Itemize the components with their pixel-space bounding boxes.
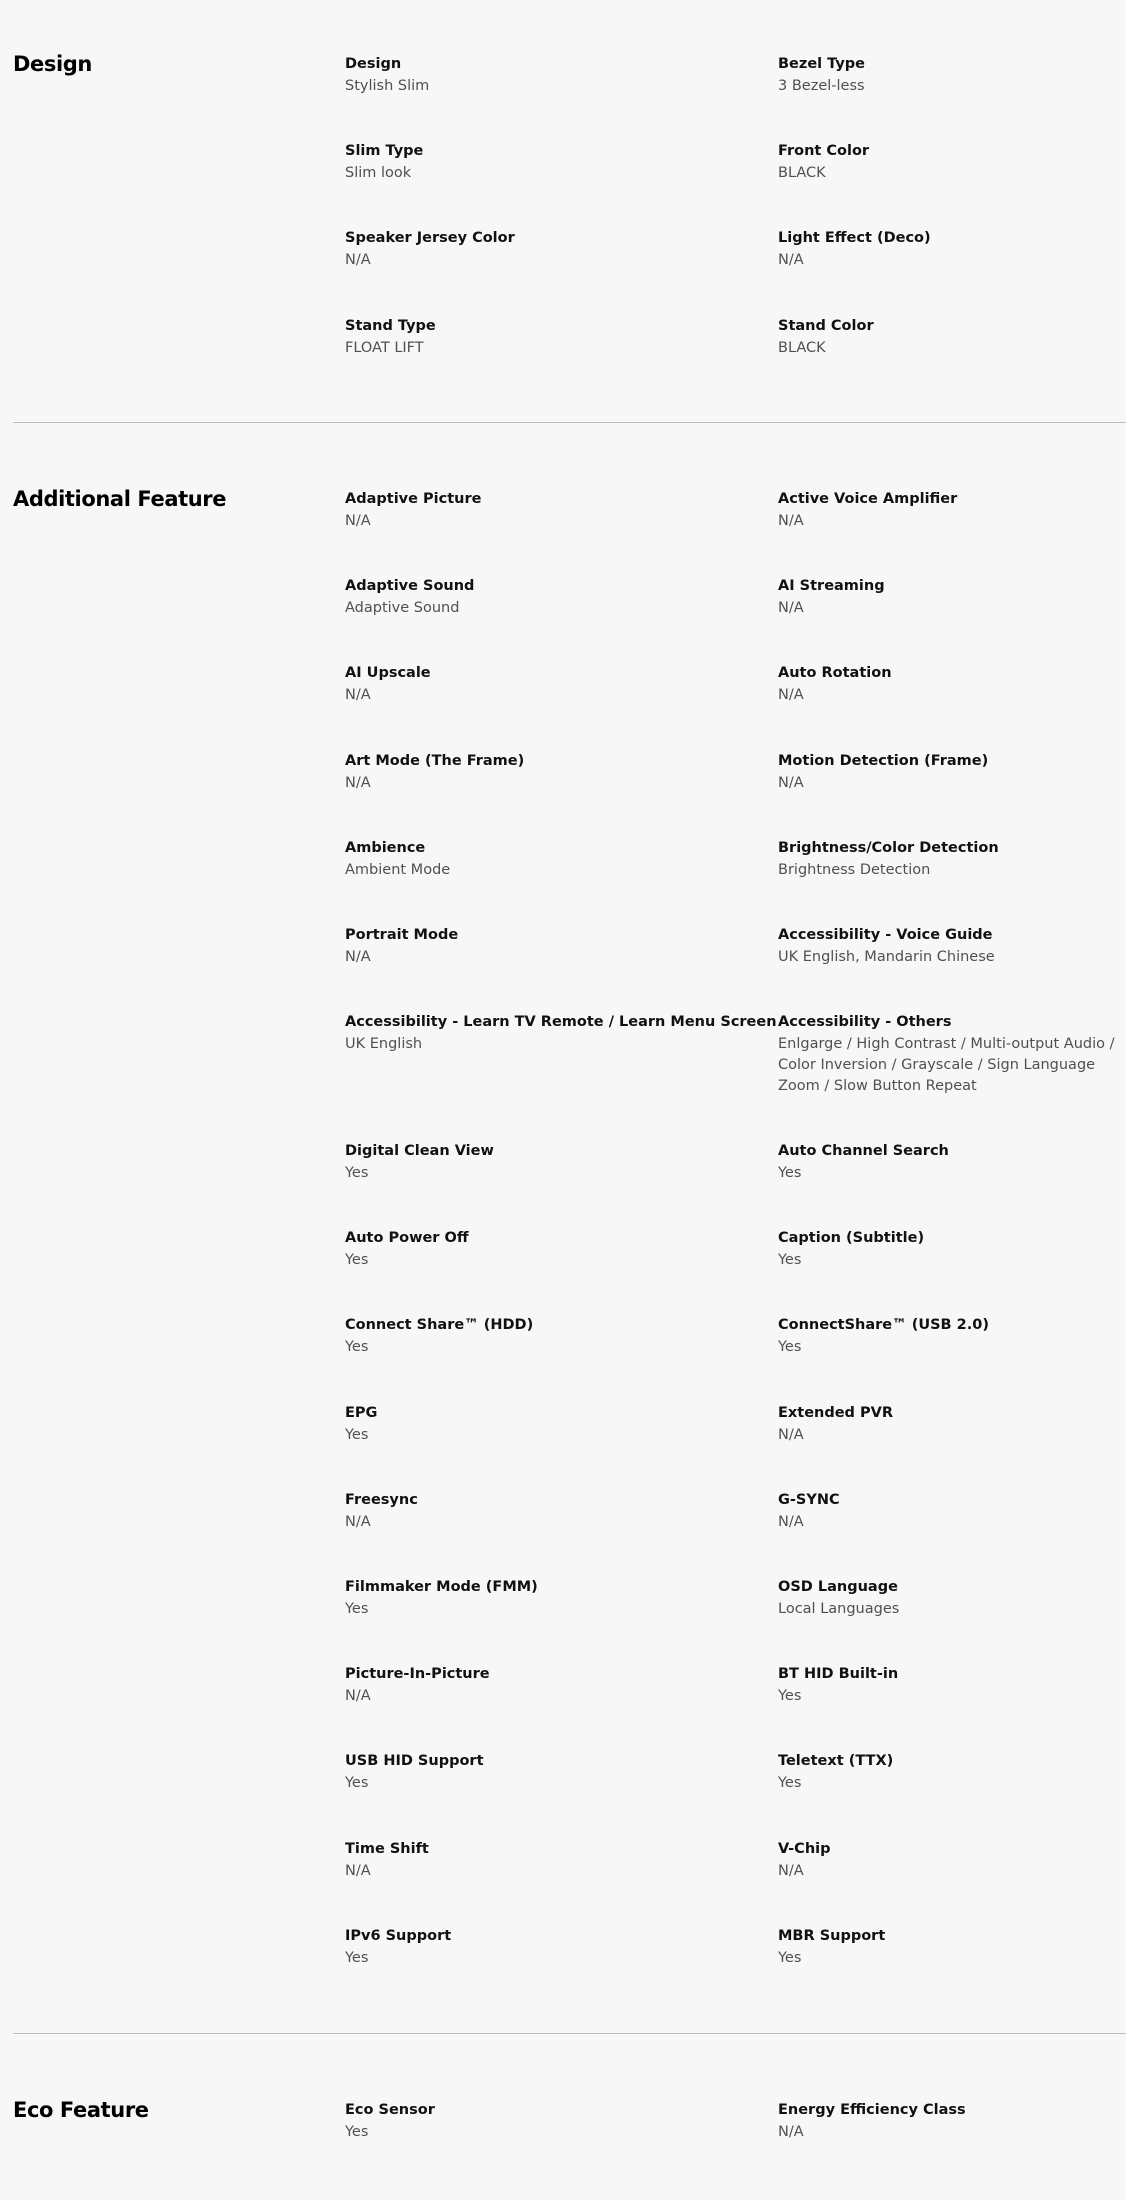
spec-item [345,574,765,619]
spec-label: Speaker Jersey Color [345,230,515,246]
spec-value: UK English [345,1036,423,1052]
spec-label: Adaptive Sound [345,578,475,594]
spec-value: N/A [778,600,804,616]
spec-item [778,1226,1126,1271]
spec-value: BLACK [778,340,826,356]
spec-label: Adaptive Picture [345,491,482,507]
spec-item [778,1010,1126,1097]
spec-label: IPv6 Support [345,1928,452,1944]
spec-label: Energy Efficiency Class [778,2102,966,2118]
spec-item [345,1749,765,1794]
spec-item [345,226,765,271]
spec-item [345,923,765,968]
spec-value: N/A [778,2124,804,2140]
spec-value: UK English, Mandarin Chinese [778,949,995,965]
spec-value: Yes [778,1775,802,1791]
spec-item [345,52,765,97]
spec-value: Yes [345,1775,369,1791]
spec-item [778,2098,1126,2143]
spec-label: Digital Clean View [345,1143,494,1159]
spec-value: Yes [778,1950,802,1966]
spec-item [345,1139,765,1184]
spec-label: Bezel Type [778,56,866,72]
spec-item [778,226,1126,271]
spec-label: Art Mode (The Frame) [345,753,525,769]
spec-value: N/A [345,1863,371,1879]
spec-item [778,1837,1126,1882]
spec-label: Light Effect (Deco) [778,230,931,246]
spec-item [345,1662,765,1707]
spec-item [345,661,765,706]
spec-label: Stand Color [778,318,874,334]
spec-label: Extended PVR [778,1405,894,1421]
spec-item [778,487,1126,532]
spec-label: Motion Detection (Frame) [778,753,989,769]
spec-label: Auto Power Off [345,1230,469,1246]
spec-item [778,139,1126,184]
spec-item [778,923,1126,968]
spec-label: Caption (Subtitle) [778,1230,925,1246]
spec-label: Brightness/Color Detection [778,840,999,856]
spec-item [778,1401,1126,1446]
spec-label: Design [345,56,402,72]
spec-label: Slim Type [345,143,424,159]
spec-label: Accessibility - Others [778,1014,952,1030]
spec-item [345,1924,765,1969]
spec-label: Auto Rotation [778,665,892,681]
spec-label: EPG [345,1405,378,1421]
spec-value: Yes [345,1339,369,1355]
spec-value: Yes [345,1165,369,1181]
spec-item [345,139,765,184]
spec-value: Yes [345,1252,369,1268]
spec-value: N/A [778,687,804,703]
spec-item [778,836,1126,881]
section-divider [13,422,1126,423]
spec-value: Enlgarge / High Contrast / Multi-output Audio / Color Inversion / Grayscale / Sign Language Zoom / Slow Button Repeat [778,1036,1115,1094]
spec-item [778,1924,1126,1969]
spec-item [778,661,1126,706]
spec-value: Yes [778,1252,802,1268]
spec-label: G-SYNC [778,1492,840,1508]
spec-item [345,749,765,794]
spec-value: N/A [778,1514,804,1530]
spec-item [345,487,765,532]
spec-value: N/A [778,1427,804,1443]
spec-label: USB HID Support [345,1753,484,1769]
spec-item [345,1837,765,1882]
spec-value: 3 Bezel-less [778,78,865,94]
spec-label: Front Color [778,143,870,159]
spec-label: Connect Share™ (HDD) [345,1317,534,1333]
spec-value: Yes [345,1950,369,1966]
spec-label: Picture-In-Picture [345,1666,490,1682]
spec-label: Eco Sensor [345,2102,435,2118]
spec-item [345,1575,765,1620]
spec-value: Brightness Detection [778,862,931,878]
spec-label: Ambience [345,840,426,856]
spec-label: MBR Support [778,1928,886,1944]
spec-value: Yes [778,1688,802,1704]
spec-value: Yes [345,2124,369,2140]
spec-item [778,314,1126,359]
spec-label: Filmmaker Mode (FMM) [345,1579,538,1595]
spec-value: N/A [345,513,371,529]
spec-label: Portrait Mode [345,927,459,943]
spec-label: Auto Channel Search [778,1143,949,1159]
spec-item [345,1401,765,1446]
spec-label: AI Streaming [778,578,885,594]
section-title: Additional Feature [13,487,227,511]
spec-item [778,1749,1126,1794]
spec-item [778,1139,1126,1184]
spec-value: N/A [345,1688,371,1704]
spec-label: Freesync [345,1492,418,1508]
spec-label: Accessibility - Learn TV Remote / Learn Menu Screen [345,1014,777,1030]
section-divider [13,2033,1126,2034]
section-title: Design [13,52,92,76]
spec-item [345,836,765,881]
spec-item [345,1488,765,1533]
spec-item [345,1010,777,1055]
spec-item [778,749,1126,794]
spec-value: N/A [778,1863,804,1879]
spec-value: N/A [345,252,371,268]
spec-value: Yes [778,1339,802,1355]
spec-label: Accessibility - Voice Guide [778,927,993,943]
spec-item [778,1575,1126,1620]
spec-item [345,314,765,359]
spec-label: OSD Language [778,1579,898,1595]
spec-value: N/A [345,687,371,703]
spec-value: Ambient Mode [345,862,451,878]
spec-value: Yes [778,1165,802,1181]
section-title: Eco Feature [13,2098,149,2122]
spec-label: Time Shift [345,1841,429,1857]
spec-value: BLACK [778,165,826,181]
spec-label: Stand Type [345,318,436,334]
spec-value: Adaptive Sound [345,600,460,616]
spec-label: V-Chip [778,1841,831,1857]
spec-value: N/A [345,775,371,791]
spec-value: N/A [778,252,804,268]
spec-value: Stylish Slim [345,78,430,94]
spec-item [778,574,1126,619]
spec-value: N/A [345,1514,371,1530]
spec-item [345,1226,765,1271]
spec-value: Local Languages [778,1601,900,1617]
spec-value: N/A [778,775,804,791]
spec-label: Teletext (TTX) [778,1753,894,1769]
spec-item [345,2098,765,2143]
spec-label: BT HID Built-in [778,1666,899,1682]
spec-value: N/A [778,513,804,529]
spec-label: AI Upscale [345,665,431,681]
spec-value: Yes [345,1601,369,1617]
spec-item [778,1488,1126,1533]
spec-label: ConnectShare™ (USB 2.0) [778,1317,989,1333]
spec-value: N/A [345,949,371,965]
spec-value: Slim look [345,165,412,181]
spec-item [778,1662,1126,1707]
spec-item [778,1313,1126,1358]
spec-label: Active Voice Amplifier [778,491,958,507]
spec-value: Yes [345,1427,369,1443]
spec-item [345,1313,765,1358]
spec-value: FLOAT LIFT [345,340,424,356]
spec-item [778,52,1126,97]
